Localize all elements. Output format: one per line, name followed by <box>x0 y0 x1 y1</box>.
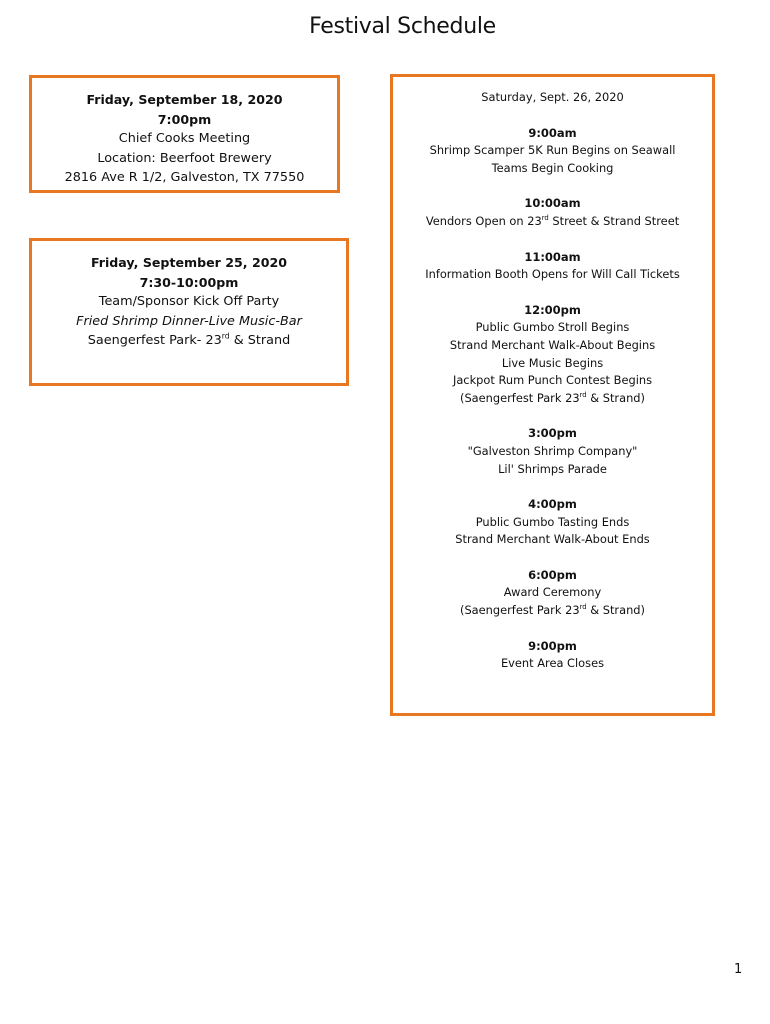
schedule-block <box>393 425 712 478</box>
schedule-item <box>393 602 712 620</box>
schedule-time: 6:00pm <box>528 567 577 582</box>
schedule-item: Live Music Begins <box>501 355 604 370</box>
schedule-item: Teams Begin Cooking <box>491 160 614 175</box>
event-venue <box>32 331 346 351</box>
venue-text: Saengerfest Park- 23 <box>87 333 222 348</box>
event-location: Location: Beerfoot Brewery <box>97 150 272 166</box>
schedule-item: Strand Merchant Walk-About Ends <box>455 532 650 547</box>
event-time: 7:30-10:00pm <box>139 274 239 290</box>
schedule-item: Information Booth Opens for Will Call Tickets <box>425 267 680 282</box>
schedule-item: Shrimp Scamper 5K Run Begins on Seawall <box>429 143 676 158</box>
event-address: 2816 Ave R 1/2, Galveston, TX 77550 <box>64 170 305 185</box>
schedule-item: Public Gumbo Tasting Ends <box>475 514 630 529</box>
schedule-time: 4:00pm <box>528 497 577 512</box>
event-title: Chief Cooks Meeting <box>118 131 251 146</box>
schedule-block <box>393 125 712 178</box>
event-detail: Fried Shrimp Dinner-Live Music-Bar <box>76 313 302 329</box>
venue-text-end: & Strand <box>229 333 291 348</box>
event-date: Friday, September 18, 2020 <box>86 92 283 107</box>
schedule-item: Jackpot Rum Punch Contest Begins <box>452 373 653 388</box>
item-text-end: & Strand) <box>586 390 645 405</box>
schedule-block <box>393 567 712 620</box>
schedule-item <box>393 213 712 231</box>
ordinal-suffix: rd <box>221 331 230 341</box>
item-text: (Saengerfest Park 23 <box>460 603 580 618</box>
event-title: Team/Sponsor Kick Off Party <box>98 294 280 309</box>
schedule-item: Event Area Closes <box>500 656 605 671</box>
schedule-time: 9:00am <box>528 125 577 140</box>
schedule-time: 12:00pm <box>524 302 581 317</box>
item-text-end: & Strand) <box>586 603 645 618</box>
page-title: Festival Schedule <box>309 14 496 39</box>
schedule-date: Saturday, Sept. 26, 2020 <box>481 90 624 104</box>
ordinal-suffix: rd <box>579 390 587 399</box>
event-time: 7:00pm <box>157 111 212 127</box>
schedule-time: 9:00pm <box>528 638 577 653</box>
schedule-block <box>393 249 712 284</box>
schedule-item: Public Gumbo Stroll Begins <box>475 320 630 335</box>
kickoff-party-box <box>29 238 349 386</box>
schedule-time: 11:00am <box>524 249 581 264</box>
item-text-end: Street & Strand Street <box>548 213 680 228</box>
schedule-item: Award Ceremony <box>503 585 602 600</box>
schedule-block <box>393 302 712 408</box>
item-text: Vendors Open on 23 <box>425 213 542 228</box>
schedule-item: Lil' Shrimps Parade <box>498 461 607 476</box>
schedule-block <box>393 496 712 549</box>
item-text: (Saengerfest Park 23 <box>460 390 580 405</box>
ordinal-suffix: rd <box>579 603 587 612</box>
schedule-item <box>393 390 712 408</box>
saturday-schedule-box <box>390 74 715 716</box>
ordinal-suffix: rd <box>541 214 549 223</box>
chief-cooks-meeting-box <box>29 75 340 193</box>
schedule-block <box>393 638 712 673</box>
schedule-item: Strand Merchant Walk-About Begins <box>449 337 656 352</box>
schedule-time: 3:00pm <box>528 426 577 441</box>
schedule-item: "Galveston Shrimp Company" <box>467 443 638 458</box>
schedule-block <box>393 195 712 230</box>
event-date: Friday, September 25, 2020 <box>90 255 288 270</box>
schedule-time: 10:00am <box>524 196 581 211</box>
page-number: 1 <box>734 962 743 977</box>
